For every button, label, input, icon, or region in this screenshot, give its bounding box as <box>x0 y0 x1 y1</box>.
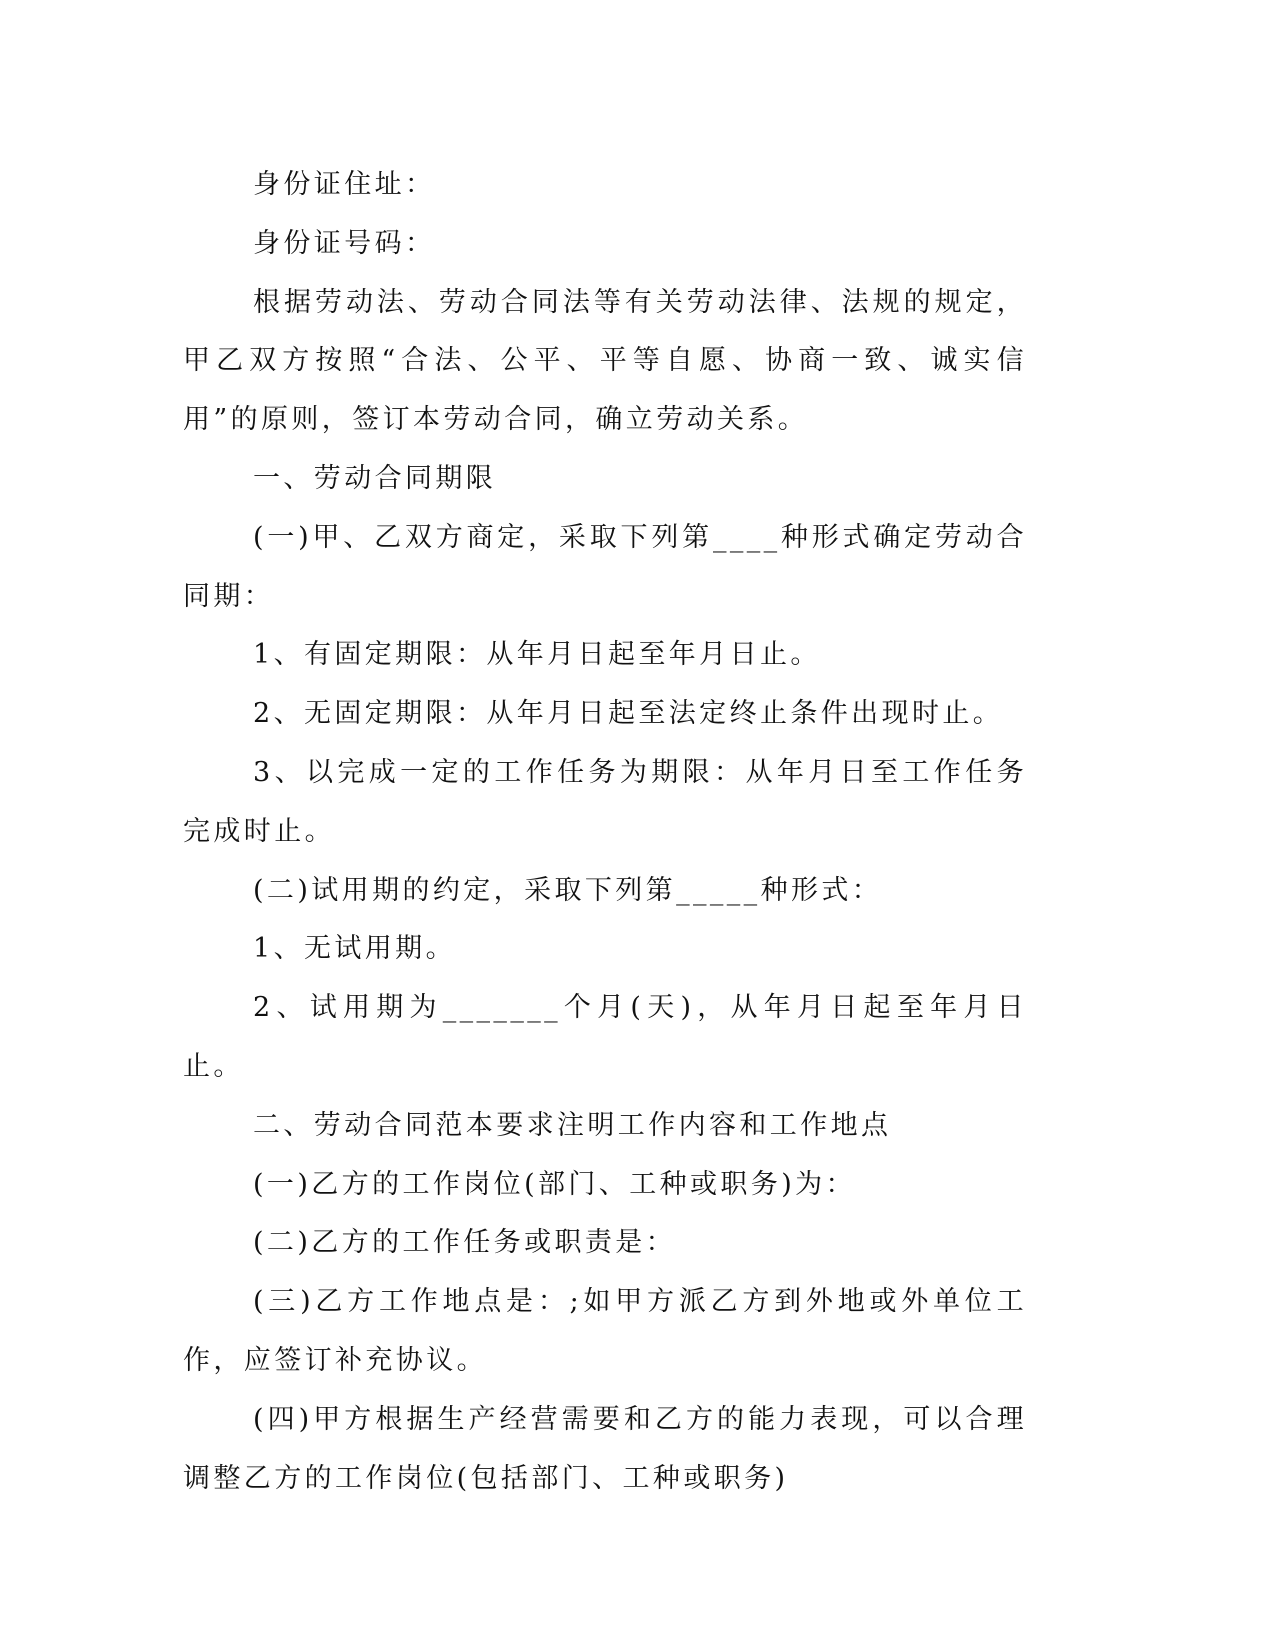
paragraph-id-number: 身份证号码： <box>253 227 436 259</box>
paragraph-work-duties: (二)乙方的工作任务或职责是： <box>253 1227 677 1259</box>
paragraph-term-form: (一)甲、乙双方商定，采取下列第____种形式确定劳动合同期： <box>183 521 1027 612</box>
paragraph-id-address: 身份证住址： <box>253 169 436 200</box>
section-heading-work-content: 二、劳动合同范本要求注明工作内容和工作地点 <box>253 1109 892 1141</box>
list-item-probation-period: 2、试用期为_______个月(天)，从年月日起至年月日止。 <box>183 992 1027 1082</box>
list-item-open-term: 2、无固定期限：从年月日起至法定终止条件出现时止。 <box>253 698 1004 730</box>
paragraph-probation-form: (二)试用期的约定，采取下列第_____种形式： <box>253 874 883 906</box>
list-item-task-term: 3、以完成一定的工作任务为期限：从年月日至工作任务完成时止。 <box>183 756 1027 847</box>
paragraph-work-location: (三)乙方工作地点是：;如甲方派乙方到外地或外单位工作，应签订补充协议。 <box>183 1286 1027 1376</box>
document-body <box>183 156 1027 1508</box>
list-item-no-probation: 1、无试用期。 <box>253 933 456 965</box>
paragraph-work-position: (一)乙方的工作岗位(部门、工种或职务)为： <box>253 1168 856 1200</box>
paragraph-position-adjustment: (四)甲方根据生产经营需要和乙方的能力表现，可以合理调整乙方的工作岗位(包括部门、工种或职务) <box>183 1403 1027 1494</box>
list-item-fixed-term: 1、有固定期限：从年月日起至年月日止。 <box>253 639 821 671</box>
section-heading-contract-term: 一、劳动合同期限 <box>253 462 497 494</box>
paragraph-preamble: 根据劳动法、劳动合同法等有关劳动法律、法规的规定，甲乙双方按照“合法、公平、平等自愿、协商一致、诚实信用”的原则，签订本劳动合同，确立劳动关系。 <box>183 286 1027 436</box>
